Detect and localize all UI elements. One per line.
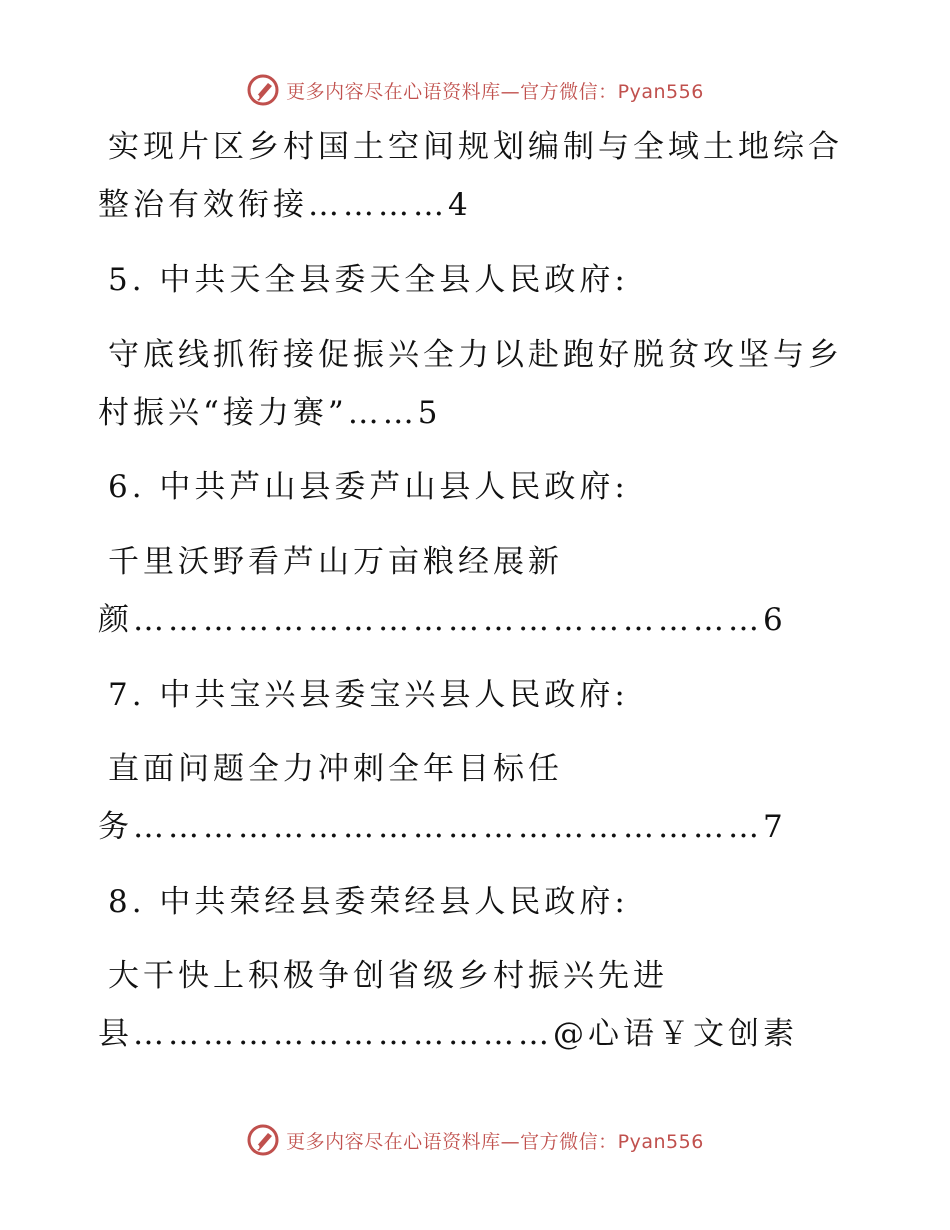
toc-line-12: 8. 中共荣经县委荣经县人民政府: <box>108 884 629 920</box>
toc-line-5: 村振兴“接力赛”……5 <box>98 395 442 431</box>
toc-line-9: 7. 中共宝兴县委宝兴县人民政府: <box>108 677 629 713</box>
toc-line-14: 县………………………………@心语￥文创素 <box>98 1016 798 1052</box>
pen-circle-logo-icon <box>246 73 280 107</box>
toc-line-3: 5. 中共天全县委天全县人民政府: <box>108 262 629 298</box>
pen-circle-logo-icon <box>246 1123 280 1157</box>
toc-line-8: 颜………………………………………………6 <box>98 602 787 638</box>
page-footer <box>0 1120 950 1160</box>
toc-line-10: 直面问题全力冲刺全年目标任 <box>108 751 563 787</box>
toc-line-6: 6. 中共芦山县委芦山县人民政府: <box>108 469 629 505</box>
toc-line-11: 务………………………………………………7 <box>98 809 787 845</box>
page-header <box>0 70 950 110</box>
footer-banner <box>246 1123 704 1157</box>
toc-line-1: 实现片区乡村国土空间规划编制与全域土地综合 <box>108 129 843 165</box>
toc-line-7: 千里沃野看芦山万亩粮经展新 <box>108 544 563 580</box>
header-banner-text: 更多内容尽在心语资料库—官方微信：Pyan556 <box>286 80 704 103</box>
toc-line-13: 大干快上积极争创省级乡村振兴先进 <box>108 958 668 994</box>
toc-line-2: 整治有效衔接…………4 <box>98 187 472 223</box>
footer-banner-text: 更多内容尽在心语资料库—官方微信：Pyan556 <box>286 1130 704 1153</box>
toc-line-4: 守底线抓衔接促振兴全力以赴跑好脱贫攻坚与乡 <box>108 337 843 373</box>
header-banner <box>246 73 704 107</box>
